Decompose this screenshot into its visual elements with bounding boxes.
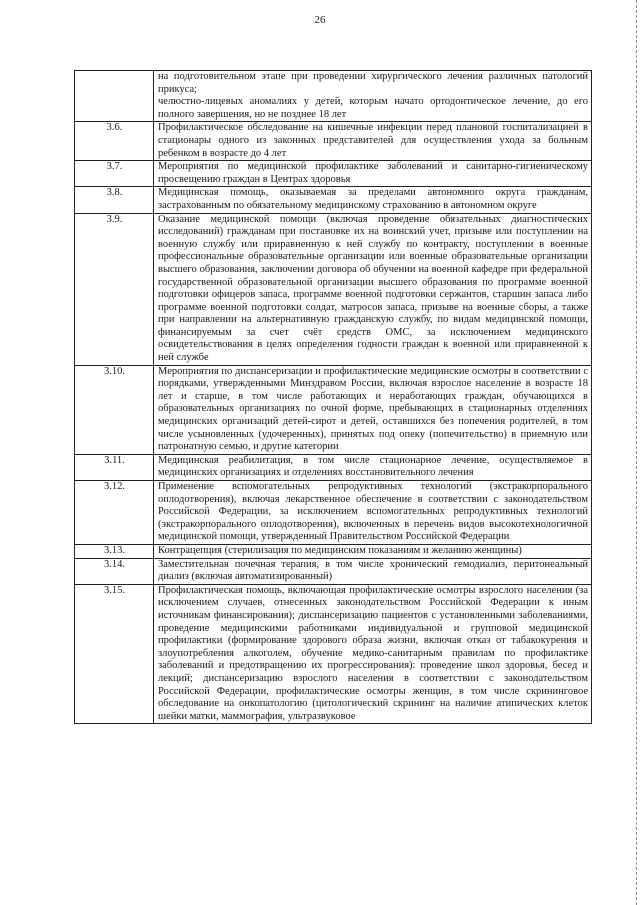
row-number: 3.14. <box>75 558 154 584</box>
table-row <box>75 213 592 365</box>
row-text <box>154 481 592 545</box>
row-text <box>154 213 592 365</box>
row-number: 3.6. <box>75 122 154 161</box>
table-row <box>75 187 592 213</box>
table-row <box>75 584 592 724</box>
row-number: 3.9. <box>75 213 154 365</box>
table-row <box>75 161 592 187</box>
row-number: 3.11. <box>75 454 154 480</box>
table-row <box>75 365 592 454</box>
services-table <box>74 70 592 724</box>
row-number: 3.15. <box>75 584 154 724</box>
row-paragraph: Медицинская реабилитация, в том числе стационарное лечение, осуществляемое в медицинских организациях и отделениях восстановительного лечения <box>158 454 588 479</box>
row-paragraph: Профилактическая помощь, включающая профилактические осмотры взрослого населения (за исключением случаев, отнесенных законодательством Российской Федерации к иным источникам финансирования); диспансеризацию пациентов с установленными заболеваниями, проведение медицинскими работниками индивидуальной и групповой медицинской профилактики (формирование здорового образа жизни, включая отказ от табакокурения и злоупотребления алкоголем, обучение медико-санитарным правилам по профилактике заболеваний и предотвращению их прогрессирования): проведение школ здоровья, бесед и лекций; диспансеризацию взрослого населения в соответствии с законодательством Российской Федерации, профилактические осмотры женщин, в том числе скрининговое обследование на онкопатологию (цитологический скрининг на наличие атипических клеток шейки матки, маммография, ультразвуковое <box>158 584 588 722</box>
page-number: 26 <box>314 14 326 26</box>
table-row <box>75 558 592 584</box>
row-paragraph: Мероприятия по диспансеризации и профилактические медицинские осмотры в соответствии с порядками, утвержденными Минздравом России, включая взрослое население в возрасте 18 лет и старше, в том числе работающих и неработающих граждан, обучающихся в образовательных организациях по очной форме, пребывающих в стационарных отделениях медицинских организаций детей-сирот и детей, оставшихся без попечения родителей, в том числе усыновленных (удочеренных), принятых под опеку (попечительство) в приемную или патронатную семью, и другие категории <box>158 365 588 453</box>
row-text <box>154 584 592 724</box>
row-text <box>154 544 592 558</box>
row-text <box>154 365 592 454</box>
row-number: 3.13. <box>75 544 154 558</box>
row-paragraph: Мероприятия по медицинской профилактике заболеваний и санитарно-гигиеническому просвещению граждан в Центрах здоровья <box>158 161 588 185</box>
table-row <box>75 454 592 480</box>
row-paragraph: Применение вспомогательных репродуктивных технологий (экстракорпорального оплодотворения), включая лекарственное обеспечение в соответствии с законодательством Российской Федерации, за исключением вспомогательных репродуктивных технологий (экстракорпорального оплодотворения), включенных в перечень видов высокотехнологичной медицинской помощи, утвержденный Правительством Российской Федерации <box>158 481 588 543</box>
row-text <box>154 558 592 584</box>
page-edge <box>635 0 637 905</box>
row-paragraph: Профилактическое обследование на кишечные инфекции перед плановой госпитализацией в стационары одного из законных представителей для осуществления ухода за больным ребенком в возрасте до 4 лет <box>158 122 588 159</box>
row-number: 3.7. <box>75 161 154 187</box>
row-text <box>154 161 592 187</box>
row-paragraph: Оказание медицинской помощи (включая проведение обязательных диагностических исследований) гражданам при постановке их на воинский учет, призыве или поступлении на военную службу или приравненную к ней службу по контракту, поступлении в военные профессиональные образовательные организации или военные образовательные организации высшего образования, заключении договора об обучении на военной кафедре при федеральной государственной образовательной организации высшего образования по программе военной подготовки офицеров запаса, программе военной подготовки сержантов, старшин запаса либо программе военной подготовки солдат, матросов запаса, призыве на военные сборы, а также при направлении на альтернативную гражданскую службу, по видам медицинской помощи, финансируемым за счет счёт средств ОМС, за исключением медицинского освидетельствования в целях определения годности граждан к военной или приравненной к ней службе <box>158 213 588 364</box>
table-row <box>75 544 592 558</box>
table-row <box>75 122 592 161</box>
row-text <box>154 71 592 122</box>
row-paragraph: Контрацепция (стерилизация по медицинским показаниям и желанию женщины) <box>158 544 522 556</box>
row-text <box>154 187 592 213</box>
table-row <box>75 481 592 545</box>
row-paragraph: Медицинская помощь, оказываемая за пределами автономного округа гражданам, застрахованным по обязательному медицинскому страхованию в автономном округе <box>158 187 588 211</box>
row-text <box>154 122 592 161</box>
row-paragraph: челюстно-лицевых аномалиях у детей, которым начато ортодонтическое лечение, до его полного завершения, но не позднее 18 лет <box>158 96 588 120</box>
table-row <box>75 71 592 122</box>
row-number: 3.8. <box>75 187 154 213</box>
row-text <box>154 454 592 480</box>
row-paragraph: на подготовительном этапе при проведении хирургического лечения различных патологий прикуса; <box>158 71 588 95</box>
row-number <box>75 71 154 122</box>
row-number: 3.12. <box>75 481 154 545</box>
row-number: 3.10. <box>75 365 154 454</box>
row-paragraph: Заместительная почечная терапия, в том числе хронический гемодиализ, перитонеальный диализ (включая автоматизированный) <box>158 558 588 583</box>
